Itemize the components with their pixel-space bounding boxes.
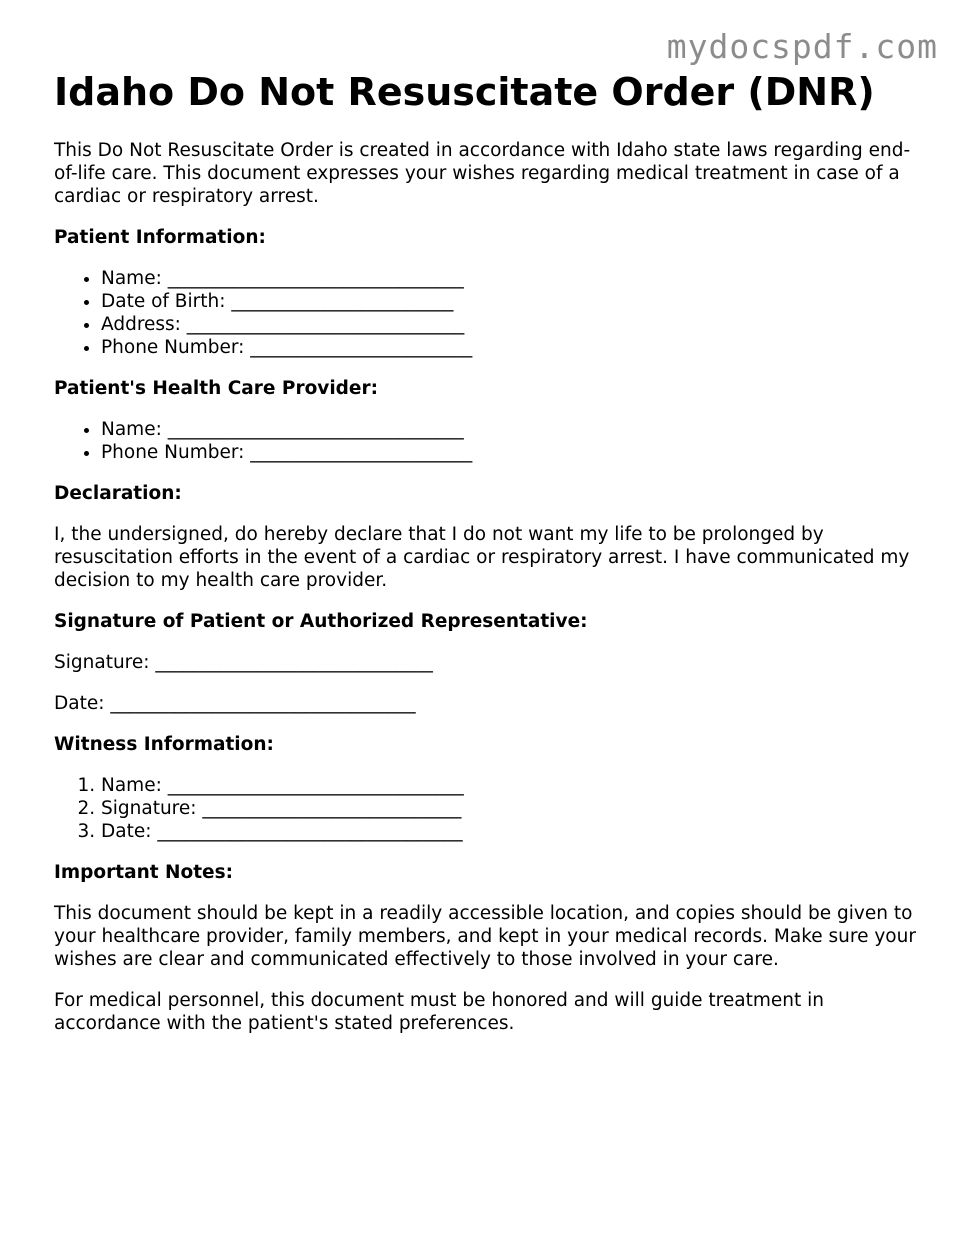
document-title: Idaho Do Not Resuscitate Order (DNR): [54, 70, 875, 114]
notes-paragraph-2: For medical personnel, this document must be honored and will guide treatment in accordance with the patient's stated preferences.: [54, 990, 824, 1034]
witness-list: [54, 774, 924, 843]
patient-info-list: [54, 267, 924, 359]
witness-signature-field: 2. Signature: ____________________________: [101, 797, 924, 820]
declaration-text: I, the undersigned, do hereby declare that I do not want my life to be prolonged by resuscitation efforts in the event of a cardiac or respiratory arrest. I have communicated my decision to my health care provider.: [54, 524, 910, 591]
watermark: mydocspdf.com: [666, 27, 938, 66]
patient-address-field: • Address: ______________________________: [101, 313, 924, 336]
signature-line: Signature: ______________________________: [54, 652, 433, 673]
witness-name-field: 1. Name: ________________________________: [101, 774, 924, 797]
provider-list: [54, 418, 924, 464]
provider-phone-field: • Phone Number: ________________________: [101, 441, 924, 464]
provider-heading: Patient's Health Care Provider:: [54, 378, 378, 399]
declaration-heading: Declaration:: [54, 483, 182, 504]
patient-name-field: • Name: ________________________________: [101, 267, 924, 290]
notes-paragraph-1: This document should be kept in a readily accessible location, and copies should be given to your healthcare provider, family members, and kept in your medical records. Make sure your wishes are clear and communicated effectively to those involved in your care.: [54, 903, 916, 970]
patient-dob-field: • Date of Birth: ________________________: [101, 290, 924, 313]
signature-date-line: Date: _________________________________: [54, 693, 416, 714]
signature-heading: Signature of Patient or Authorized Representative:: [54, 611, 588, 632]
notes-heading: Important Notes:: [54, 862, 234, 883]
document-page: [54, 70, 924, 1035]
witness-date-field: 3. Date: _________________________________: [101, 820, 924, 843]
witness-heading: Witness Information:: [54, 734, 274, 755]
patient-phone-field: • Phone Number: ________________________: [101, 336, 924, 359]
patient-info-heading: Patient Information:: [54, 227, 266, 248]
intro-paragraph: This Do Not Resuscitate Order is created in accordance with Idaho state laws regarding end-of-life care. This document expresses your wishes regarding medical treatment in case of a cardiac or respiratory arrest.: [54, 140, 911, 207]
provider-name-field: • Name: ________________________________: [101, 418, 924, 441]
